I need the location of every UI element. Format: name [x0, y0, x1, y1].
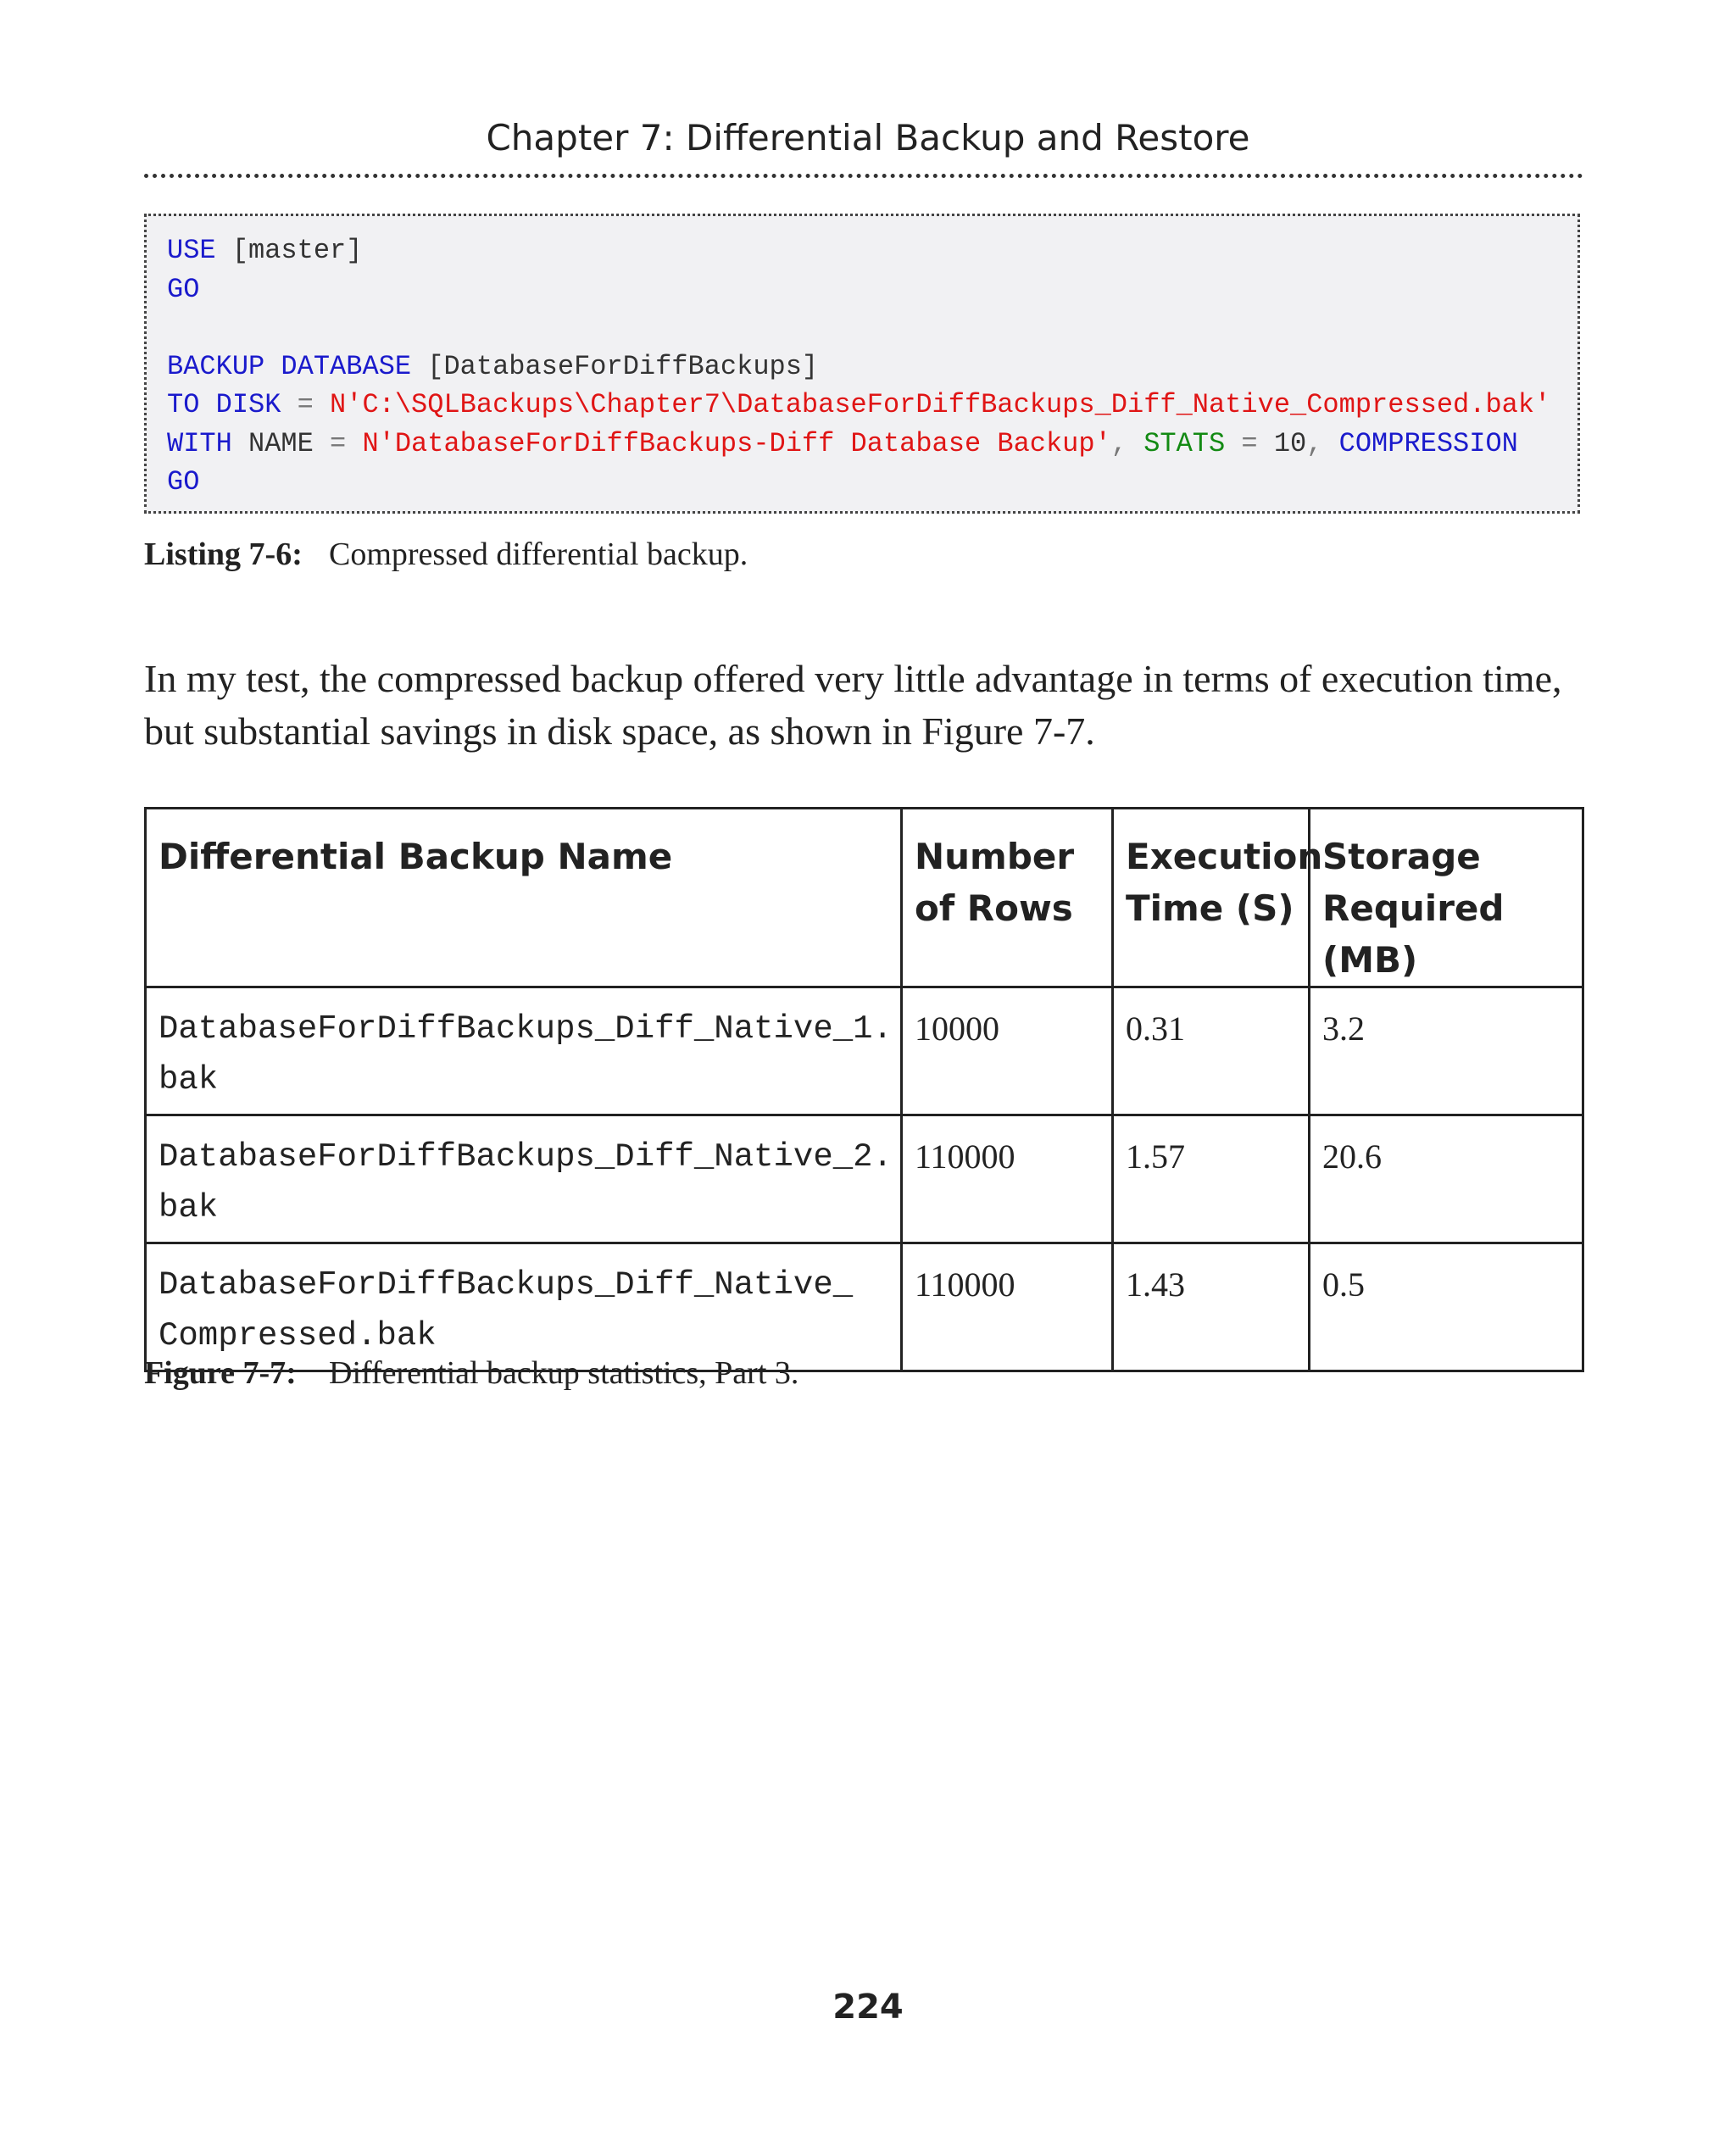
column-header: Differential Backup Name	[146, 809, 902, 987]
table-row	[146, 1243, 1583, 1371]
figure-text: Differential backup statistics, Part 3.	[329, 1355, 799, 1391]
storage-cell: 0.5	[1310, 1243, 1583, 1371]
table-row	[146, 1115, 1583, 1243]
code-line	[167, 425, 1577, 464]
code-token: GO	[167, 466, 200, 498]
code-token: 10	[1273, 427, 1307, 459]
code-token: GO	[167, 273, 200, 305]
code-token: DISK	[215, 389, 281, 420]
statistics-table	[144, 807, 1584, 1372]
code-token: ,	[1306, 427, 1339, 459]
rows-cell: 10000	[902, 987, 1113, 1115]
code-line	[167, 348, 1577, 386]
table-row	[146, 987, 1583, 1115]
code-token: STATS	[1143, 427, 1226, 459]
listing-caption	[144, 536, 748, 573]
backup-name-cell: DatabaseForDiffBackups_Diff_Native_ Compressed.bak	[146, 1243, 902, 1371]
code-line	[167, 231, 1577, 270]
table-header-row	[146, 809, 1583, 987]
code-token: USE	[167, 235, 216, 266]
code-token: =	[281, 389, 331, 420]
code-line	[167, 463, 1577, 502]
code-token: [master]	[215, 235, 363, 266]
code-listing	[144, 214, 1580, 514]
page-number: 224	[832, 1988, 904, 2027]
code-token: DATABASE	[281, 350, 412, 382]
code-token: BACKUP	[167, 350, 265, 382]
code-token: N'C:\SQLBackups\Chapter7\DatabaseForDiffBackups_Diff_Native_Compressed.bak'	[330, 389, 1551, 420]
code-token: =	[330, 427, 363, 459]
time-cell: 1.57	[1113, 1115, 1310, 1243]
listing-text: Compressed differential backup.	[329, 537, 748, 572]
code-token: COMPRESSION	[1338, 427, 1518, 459]
code-token: =	[1225, 427, 1274, 459]
time-cell: 0.31	[1113, 987, 1310, 1115]
code-token: ,	[1110, 427, 1144, 459]
column-header: Execution Time (S)	[1113, 809, 1310, 987]
rows-cell: 110000	[902, 1115, 1113, 1243]
backup-name-cell: DatabaseForDiffBackups_Diff_Native_2. bak	[146, 1115, 902, 1243]
code-token	[199, 389, 215, 420]
storage-cell: 3.2	[1310, 987, 1583, 1115]
code-token	[264, 351, 281, 382]
code-token: WITH	[167, 427, 232, 459]
time-cell: 1.43	[1113, 1243, 1310, 1371]
figure-label: Figure 7-7:	[144, 1355, 297, 1391]
code-token: [DatabaseForDiffBackups]	[411, 350, 819, 382]
code-token: NAME	[231, 427, 331, 459]
rows-cell: 110000	[902, 1243, 1113, 1371]
header-divider	[144, 174, 1583, 178]
column-header: Storage Required (MB)	[1310, 809, 1583, 987]
listing-label: Listing 7-6:	[144, 537, 303, 572]
code-line	[167, 270, 1577, 309]
backup-name-cell: DatabaseForDiffBackups_Diff_Native_1. bak	[146, 987, 902, 1115]
running-header: Chapter 7: Differential Backup and Restore	[486, 117, 1250, 158]
storage-cell: 20.6	[1310, 1115, 1583, 1243]
code-token: N'DatabaseForDiffBackups-Diff Database Backup'	[362, 427, 1111, 459]
code-line	[167, 309, 1577, 348]
code-token: TO	[167, 389, 200, 420]
body-paragraph: In my test, the compressed backup offered very little advantage in terms of execution time, but substantial savings in disk space, as shown in Figure 7-7.	[144, 657, 1562, 753]
code-line	[167, 386, 1577, 425]
column-header: Number of Rows	[902, 809, 1113, 987]
figure-caption	[144, 1354, 798, 1392]
